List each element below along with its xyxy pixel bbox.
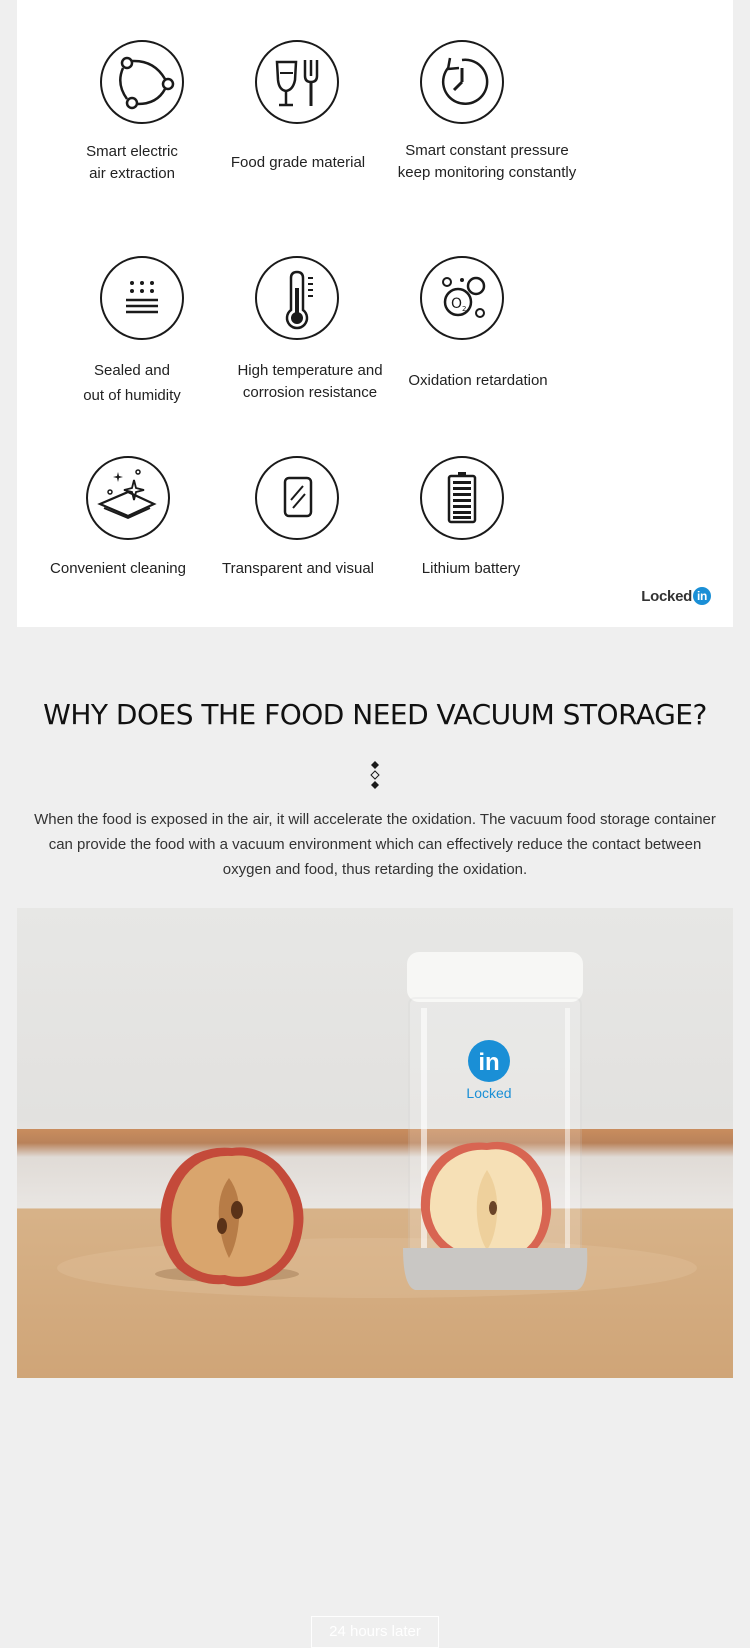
feature-label: Sealed and out of humidity [83,362,181,404]
svg-text:2: 2 [462,305,467,313]
feature-label: Transparent and visual [221,560,375,577]
photo-caption: 24 hours later [311,1616,439,1648]
features-card [17,0,733,627]
section-heading: WHY DOES THE FOOD NEED VACUUM STORAGE? [43,698,707,731]
feature-label: Convenient cleaning [50,560,186,577]
glass-fork-icon [257,42,337,122]
feature-label: Smart electric air extraction [86,143,178,182]
feature-sealed [32,256,232,416]
battery-icon [422,458,502,538]
feature-label: Food grade material [230,154,366,171]
moisture-barrier-icon [102,258,182,338]
feature-label: Smart constant pressure keep monitoring constantly [397,142,577,181]
oxygen-bubbles-icon [422,258,502,338]
feature-constant-pressure [387,40,587,190]
feature-food-grade [198,40,398,190]
brand-logo-text: Locked [641,588,692,605]
sparkle-cleaning-icon [88,458,168,538]
feature-transparent [198,456,398,586]
jar-logo-text: Locked [466,1085,512,1101]
feature-label: Oxidation retardation [408,372,548,389]
feature-cleaning [18,456,218,586]
transparent-panel-icon [257,458,337,538]
feature-battery [371,456,571,586]
thermometer-icon [257,258,337,338]
apple-comparison-illustration [17,908,733,1378]
brand-logo-badge: in [693,587,711,605]
cycle-arrows-icon [102,42,182,122]
feature-label: Lithium battery [421,560,521,577]
section-paragraph: When the food is exposed in the air, it will accelerate the oxidation. The vacuum food storage container can provide the food with a vacuum environment which can effectively reduce the contact between oxygen and food, thus retarding the oxidation. [34,811,716,878]
diamond-divider-icon [369,760,381,790]
feature-oxidation [378,256,578,416]
brand-logo [641,587,711,605]
svg-text:O: O [451,296,463,312]
clock-icon [422,42,502,122]
jar-logo-badge: in [478,1049,500,1076]
comparison-photo [17,908,733,1640]
feature-label: High temperature and corrosion resistance [237,362,383,401]
